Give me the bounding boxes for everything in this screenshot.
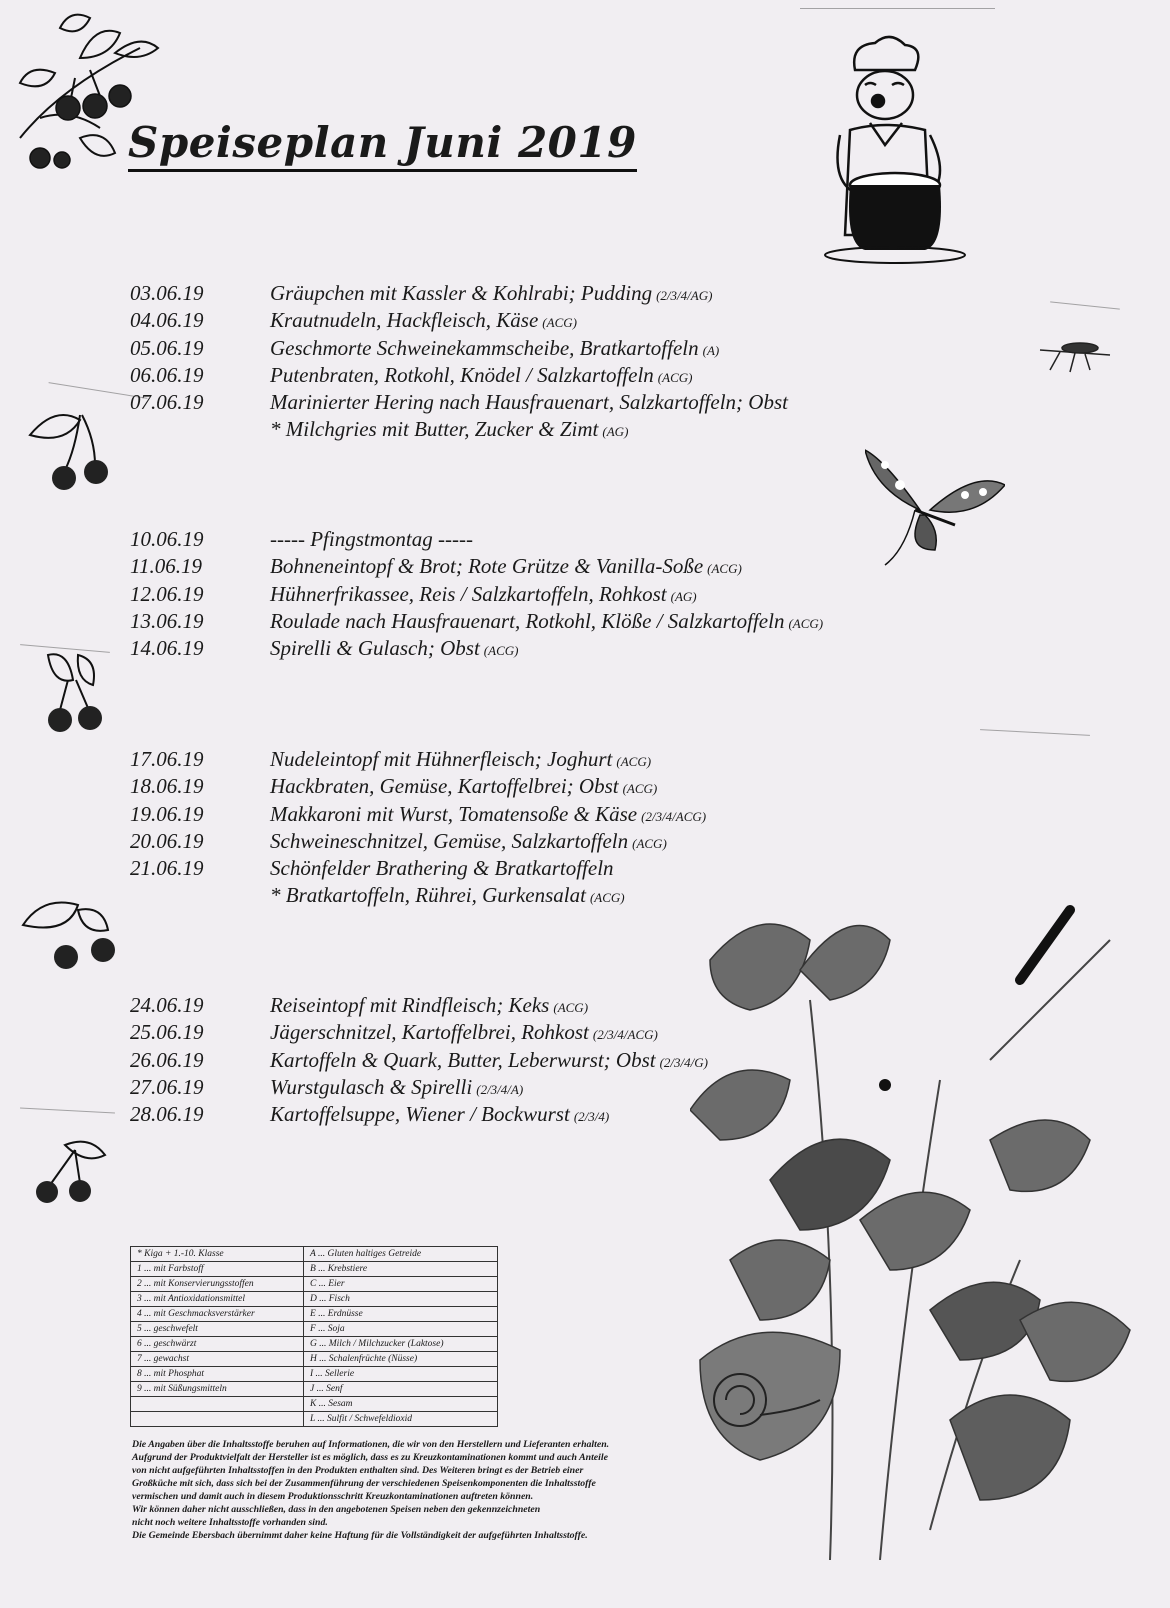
dish-text: Schönfelder Brathering & Bratkartoffeln	[270, 856, 614, 881]
menu-dish	[270, 553, 742, 582]
legend-row	[131, 1337, 498, 1352]
allergen-codes: (2/3/4/G)	[659, 1054, 708, 1070]
allergen-codes: (ACG)	[589, 890, 625, 906]
scan-line	[800, 8, 995, 9]
dish-text: Hackbraten, Gemüse, Kartoffelbrei; Obst	[270, 774, 619, 799]
allergen-codes: (2/3/4/AG)	[656, 288, 713, 303]
legend-row	[131, 1352, 498, 1367]
cherry-illustration	[20, 400, 120, 500]
menu-date: 18.06.19	[130, 774, 204, 799]
menu-date: 12.06.19	[130, 581, 204, 606]
allergen-codes: (ACG)	[657, 369, 693, 385]
dish-text: Reiseintopf mit Rindfleisch; Keks	[270, 993, 550, 1017]
legend-allergen: J ... Senf	[304, 1382, 498, 1397]
allergen-codes: (2/3/4/ACG)	[592, 1027, 658, 1043]
menu-date: 19.06.19	[130, 801, 204, 826]
disclaimer-line: vermischen und damit auch in diesem Produktionsschritt Kreuzkontaminationen auftreten können.	[132, 1491, 534, 1502]
menu-dish	[270, 1019, 658, 1048]
cherry-illustration	[18, 650, 118, 750]
dish-text: Jägerschnitzel, Kartoffelbrei, Rohkost	[270, 1020, 589, 1045]
menu-dish	[270, 608, 823, 637]
dish-text: Nudeleintopf mit Hühnerfleisch; Joghurt	[270, 747, 613, 771]
butterfly-illustration	[865, 440, 1005, 570]
menu-date: 11.06.19	[130, 554, 202, 579]
legend-allergen: E ... Erdnüsse	[304, 1307, 498, 1322]
allergen-legend	[130, 1246, 498, 1427]
legend-additive: 2 ... mit Konservierungsstoffen	[131, 1277, 304, 1292]
legend-additive: 9 ... mit Süßungsmitteln	[131, 1382, 304, 1397]
dish-text: Makkaroni mit Wurst, Tomatensoße & Käse	[270, 801, 638, 826]
cherry-illustration	[18, 895, 128, 980]
legend-allergen: L ... Sulfit / Schwefeldioxid	[304, 1412, 498, 1427]
dish-text: Bohneneintopf & Brot; Rote Grütze & Vanilla-Soße	[270, 554, 704, 579]
menu-date: 05.06.19	[130, 335, 204, 360]
disclaimer-line: Wir können daher nicht ausschließen, dass in den angebotenen Speisen neben den gekennzeichneten	[132, 1504, 541, 1515]
allergen-codes: (A)	[702, 342, 720, 358]
allergen-codes: (ACG)	[616, 754, 652, 769]
menu-dish	[270, 389, 792, 418]
dish-text: Gräupchen mit Kassler & Kohlrabi; Pudding	[270, 281, 653, 305]
allergen-codes: (ACG)	[553, 1000, 589, 1015]
chef-cooking-illustration	[810, 35, 980, 270]
menu-date: 07.06.19	[130, 390, 204, 415]
legend-row	[131, 1397, 498, 1412]
legend-allergen: I ... Sellerie	[304, 1367, 498, 1382]
dish-text: Roulade nach Hausfrauenart, Rotkohl, Klöße / Salzkartoffeln	[270, 608, 785, 633]
menu-date: 24.06.19	[130, 993, 204, 1017]
allergen-codes: (2/3/4)	[573, 1109, 610, 1125]
legend-allergen: D ... Fisch	[304, 1292, 498, 1307]
menu-dish	[270, 307, 577, 336]
legend-allergen: G ... Milch / Milchzucker (Laktose)	[304, 1337, 498, 1352]
allergen-codes: (2/3/4/A)	[476, 1081, 524, 1097]
scan-line	[20, 1108, 115, 1114]
menu-date: 14.06.19	[130, 636, 204, 661]
disclaimer-line: Aufgrund der Produktvielfalt der Hersteller ist es möglich, dass es zu Kreuzkontaminationen kommt und auch Anteile	[132, 1452, 608, 1463]
page-title: Speiseplan Juni 2019	[128, 118, 637, 172]
menu-dish	[270, 280, 712, 309]
menu-date: 06.06.19	[130, 362, 204, 387]
mosquito-illustration	[1030, 330, 1120, 380]
allergen-codes: (2/3/4/ACG)	[641, 808, 707, 824]
cherry-illustration	[25, 1135, 115, 1205]
dish-text: Hühnerfrikassee, Reis / Salzkartoffeln, Rohkost	[270, 581, 667, 606]
legend-allergen: F ... Soja	[304, 1322, 498, 1337]
allergen-codes: (AG)	[670, 588, 697, 604]
legend-row	[131, 1307, 498, 1322]
dish-text: Kartoffelsuppe, Wiener / Bockwurst	[270, 1102, 570, 1127]
dish-text: * Milchgries mit Butter, Zucker & Zimt	[270, 417, 599, 442]
menu-dish	[270, 416, 628, 445]
menu-dish	[270, 1074, 523, 1103]
dish-text: Schweineschnitzel, Gemüse, Salzkartoffeln	[270, 828, 629, 853]
menu-date: 21.06.19	[130, 856, 204, 881]
menu-dish	[270, 882, 625, 911]
menu-date: 27.06.19	[130, 1074, 204, 1099]
legend-additive	[131, 1397, 304, 1412]
menu-date: 03.06.19	[130, 281, 204, 305]
legend-row	[131, 1367, 498, 1382]
legend-row	[131, 1262, 498, 1277]
legend-row	[131, 1247, 498, 1262]
dish-text: Geschmorte Schweinekammscheibe, Bratkartoffeln	[270, 335, 699, 360]
disclaimer-text	[132, 1438, 692, 1542]
legend-additive: 6 ... geschwärzt	[131, 1337, 304, 1352]
menu-dish	[270, 1047, 708, 1076]
disclaimer-line: von nicht aufgeführten Inhaltsstoffen in den Produkten enthalten sind. Des Weiteren bringt es der Betrieb einer	[132, 1465, 584, 1476]
legend-additive	[131, 1412, 304, 1427]
legend-row	[131, 1322, 498, 1337]
cherry-branch-illustration	[0, 8, 160, 183]
disclaimer-line: Die Gemeinde Ebersbach übernimmt daher keine Haftung für die Vollständigkeit der aufgeführten Inhaltsstoffe.	[132, 1530, 588, 1541]
allergen-codes: (AG)	[602, 424, 629, 440]
scan-line	[1050, 301, 1120, 309]
allergen-codes: (ACG)	[483, 643, 519, 659]
menu-dish	[270, 855, 618, 884]
dish-text: Putenbraten, Rotkohl, Knödel / Salzkartoffeln	[270, 362, 654, 387]
scan-line	[980, 729, 1090, 736]
legend-allergen: B ... Krebstiere	[304, 1262, 498, 1277]
legend-additive: * Kiga + 1.-10. Klasse	[131, 1247, 304, 1262]
menu-dish	[270, 992, 588, 1021]
dish-text: Marinierter Hering nach Hausfrauenart, Salzkartoffeln; Obst	[270, 390, 788, 415]
dish-text: Wurstgulasch & Spirelli	[270, 1074, 473, 1099]
dish-text: * Bratkartoffeln, Rührei, Gurkensalat	[270, 883, 586, 908]
menu-date: 13.06.19	[130, 608, 204, 633]
menu-date: 28.06.19	[130, 1102, 204, 1127]
allergen-codes: (ACG)	[632, 835, 667, 851]
menu-dish	[270, 526, 477, 555]
legend-additive: 5 ... geschwefelt	[131, 1322, 304, 1337]
flower-illustration	[690, 880, 1150, 1560]
menu-dish	[270, 746, 651, 775]
allergen-codes: (ACG)	[788, 615, 824, 631]
dish-text: Kartoffeln & Quark, Butter, Leberwurst; Obst	[270, 1047, 656, 1072]
dish-text: ----- Pfingstmontag -----	[270, 527, 473, 551]
disclaimer-line: Die Angaben über die Inhaltsstoffe beruhen auf Informationen, die wir von den Herstellern und Lieferanten erhalten.	[132, 1439, 610, 1450]
legend-additive: 3 ... mit Antioxidationsmittel	[131, 1292, 304, 1307]
menu-dish	[270, 801, 706, 830]
disclaimer-line: nicht noch weitere Inhaltsstoffe vorhanden sind.	[132, 1517, 328, 1528]
menu-dish	[270, 335, 719, 364]
legend-allergen: K ... Sesam	[304, 1397, 498, 1412]
legend-allergen: H ... Schalenfrüchte (Nüsse)	[304, 1352, 498, 1367]
legend-additive: 4 ... mit Geschmacksverstärker	[131, 1307, 304, 1322]
legend-additive: 7 ... gewachst	[131, 1352, 304, 1367]
menu-dish	[270, 1101, 609, 1130]
legend-allergen: C ... Eier	[304, 1277, 498, 1292]
allergen-codes: (ACG)	[707, 561, 742, 577]
menu-dish	[270, 773, 657, 802]
legend-row	[131, 1382, 498, 1397]
menu-dish	[270, 828, 667, 857]
menu-date: 04.06.19	[130, 308, 204, 333]
legend-allergen: A ... Gluten haltiges Getreide	[304, 1247, 498, 1262]
legend-row	[131, 1277, 498, 1292]
allergen-codes: (ACG)	[622, 781, 658, 797]
legend-row	[131, 1292, 498, 1307]
menu-date: 25.06.19	[130, 1020, 204, 1045]
disclaimer-line: Großküche mit sich, dass sich bei der Zusammenführung der verschiedenen Speisenkomponenten die Inhaltsstoffe	[132, 1478, 596, 1489]
menu-dish	[270, 581, 697, 610]
menu-date: 10.06.19	[130, 527, 204, 551]
legend-additive: 1 ... mit Farbstoff	[131, 1262, 304, 1277]
legend-additive: 8 ... mit Phosphat	[131, 1367, 304, 1382]
dish-text: Spirelli & Gulasch; Obst	[270, 636, 480, 661]
menu-date: 20.06.19	[130, 828, 204, 853]
menu-dish	[270, 635, 518, 664]
menu-dish	[270, 362, 692, 391]
dish-text: Krautnudeln, Hackfleisch, Käse	[270, 308, 539, 333]
menu-date: 26.06.19	[130, 1047, 204, 1072]
menu-date: 17.06.19	[130, 747, 204, 771]
allergen-codes: (ACG)	[542, 315, 577, 331]
legend-row	[131, 1412, 498, 1427]
